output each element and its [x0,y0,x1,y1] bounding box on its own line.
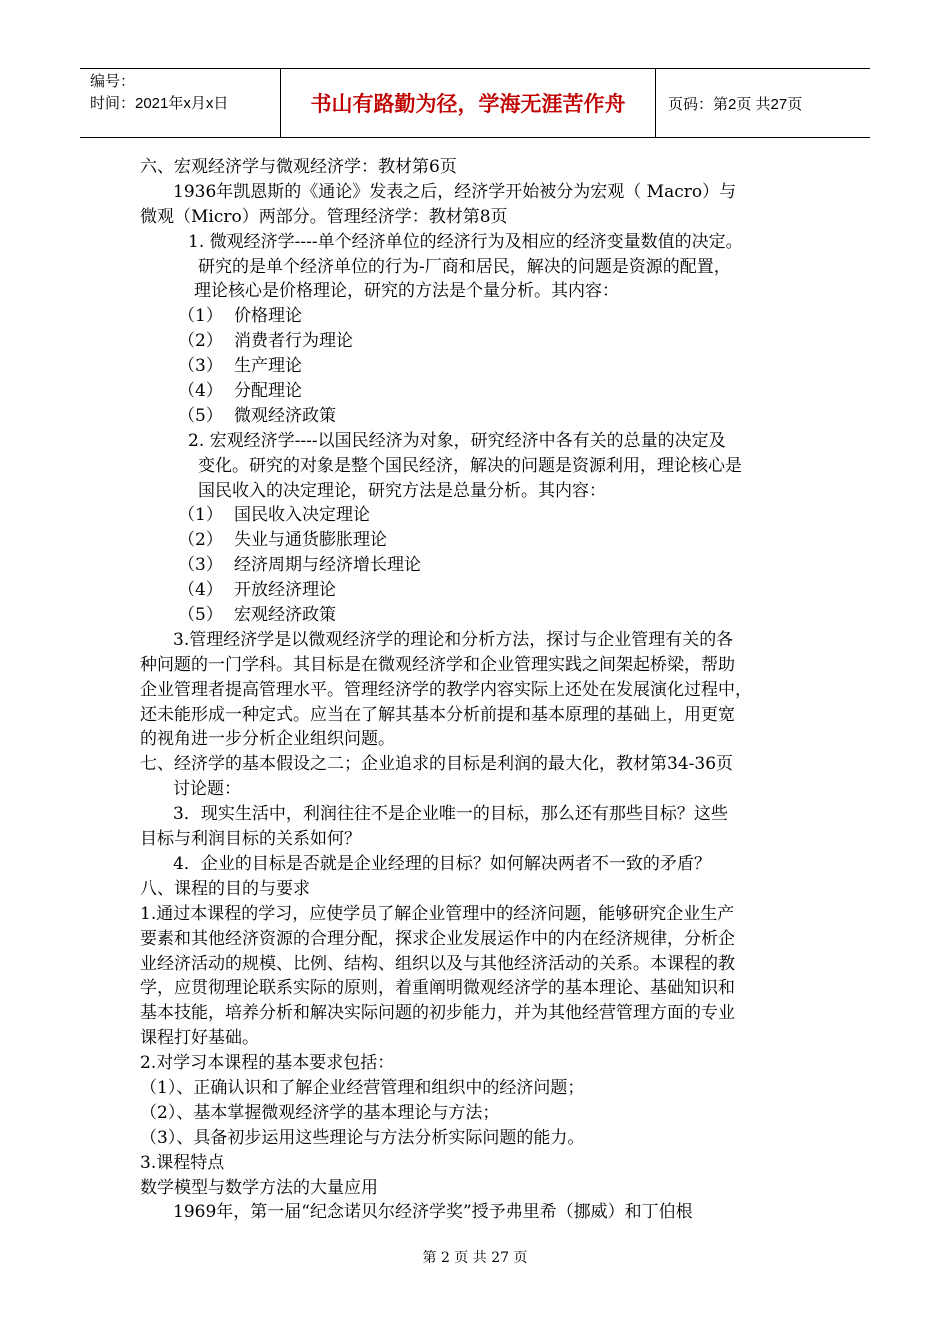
paragraph-line: 国民收入的决定理论，研究方法是总量分析。其内容： [198,480,606,501]
paragraph-line: 1969年，第一届“纪念诺贝尔经济学奖”授予弗里希（挪威）和丁伯根 [173,1202,693,1223]
paragraph-line: 目标与利润目标的关系如何？ [140,829,361,850]
paragraph-line: 3.课程特点 [140,1152,225,1173]
paragraph-line: 企业管理者提高管理水平。管理经济学的教学内容实际上还处在发展演化过程中， [140,679,752,700]
list-item: （5） 宏观经济政策 [178,605,336,626]
list-item: （3） 经济周期与经济增长理论 [178,555,421,576]
paragraph-line: 1936年凯恩斯的《通论》发表之后，经济学开始被分为宏观（ Macro）与 [173,181,737,202]
paragraph-line: 还未能形成一种定式。应当在了解其基本分析前提和基本原理的基础上，用更宽 [140,704,735,725]
paragraph-line: 业经济活动的规模、比例、结构、组织以及与其他经济活动的关系。本课程的教 [140,953,735,974]
paragraph-line: 微观（Micro）两部分。管理经济学：教材第8页 [140,206,508,227]
time-label: 时间：2021年x月x日 [90,95,229,112]
paragraph-line: 数学模型与数学方法的大量应用 [140,1177,378,1198]
paragraph-line: 2. 宏观经济学----以国民经济为对象，研究经济中各有关的总量的决定及 [188,430,726,451]
section-heading-7: 七、经济学的基本假设之二；企业追求的目标是利润的最大化，教材第34-36页 [140,754,734,775]
paragraph-line: 理论核心是价格理论，研究的方法是个量分析。其内容： [194,281,619,302]
list-item: （3）、具备初步运用这些理论与方法分析实际问题的能力。 [140,1127,585,1148]
section-heading-8: 八、课程的目的与要求 [140,878,310,899]
list-item: （1） 价格理论 [178,306,302,327]
page-footer: 第 2 页 共 27 页 [422,1250,528,1266]
paragraph-line: 3.管理经济学是以微观经济学的理论和分析方法，探讨与企业管理有关的各 [173,629,734,650]
header-motto: 书山有路勤为径，学海无涯苦作舟 [280,69,656,137]
list-item: （2） 失业与通货膨胀理论 [178,530,387,551]
paragraph-line: 的视角进一步分析企业组织问题。 [140,729,395,750]
paragraph-line: 3．现实生活中，利润往往不是企业唯一的目标，那么还有那些目标？这些 [173,804,728,825]
paragraph-line: 1. 微观经济学----单个经济单位的经济行为及相应的经济变量数值的决定。 [188,231,743,252]
list-item: （2）、基本掌握微观经济学的基本理论与方法； [140,1102,500,1123]
paragraph-line: 4．企业的目标是否就是企业经理的目标？如何解决两者不一致的矛盾？ [173,853,711,874]
list-item: （1）、正确认识和了解企业经营管理和组织中的经济问题； [140,1077,585,1098]
paragraph-line: 课程打好基础。 [140,1028,259,1049]
number-label: 编号： [90,73,136,90]
page-header [80,68,870,138]
header-page-info: 页码：第2页 共27页 [668,95,803,113]
paragraph-line: 变化。研究的对象是整个国民经济，解决的问题是资源利用，理论核心是 [198,455,742,476]
paragraph-line: 研究的是单个经济单位的行为-厂商和居民，解决的问题是资源的配置， [198,256,731,277]
list-item: （2） 消费者行为理论 [178,331,353,352]
paragraph-line: 种问题的一门学科。其目标是在微观经济学和企业管理实践之间架起桥梁，帮助 [140,654,735,675]
header-meta [80,69,280,137]
paragraph-line: 讨论题： [173,779,241,800]
list-item: （4） 分配理论 [178,381,302,402]
list-item: （1） 国民收入决定理论 [178,505,370,526]
paragraph-line: 基本技能，培养分析和解决实际问题的初步能力，并为其他经营管理方面的专业 [140,1003,735,1024]
paragraph-line: 要素和其他经济资源的合理分配，探求企业发展运作中的内在经济规律，分析企 [140,928,735,949]
paragraph-line: 1.通过本课程的学习，应使学员了解企业管理中的经济问题，能够研究企业生产 [140,903,735,924]
section-heading-6: 六、宏观经济学与微观经济学：教材第6页 [140,157,457,177]
paragraph-line: 学，应贯彻理论联系实际的原则，着重阐明微观经济学的基本理论、基础知识和 [140,978,735,999]
list-item: （5） 微观经济政策 [178,405,336,426]
document-body [140,155,820,1225]
list-item: （3） 生产理论 [178,356,302,377]
list-item: （4） 开放经济理论 [178,580,336,601]
paragraph-line: 2.对学习本课程的基本要求包括： [140,1053,395,1074]
